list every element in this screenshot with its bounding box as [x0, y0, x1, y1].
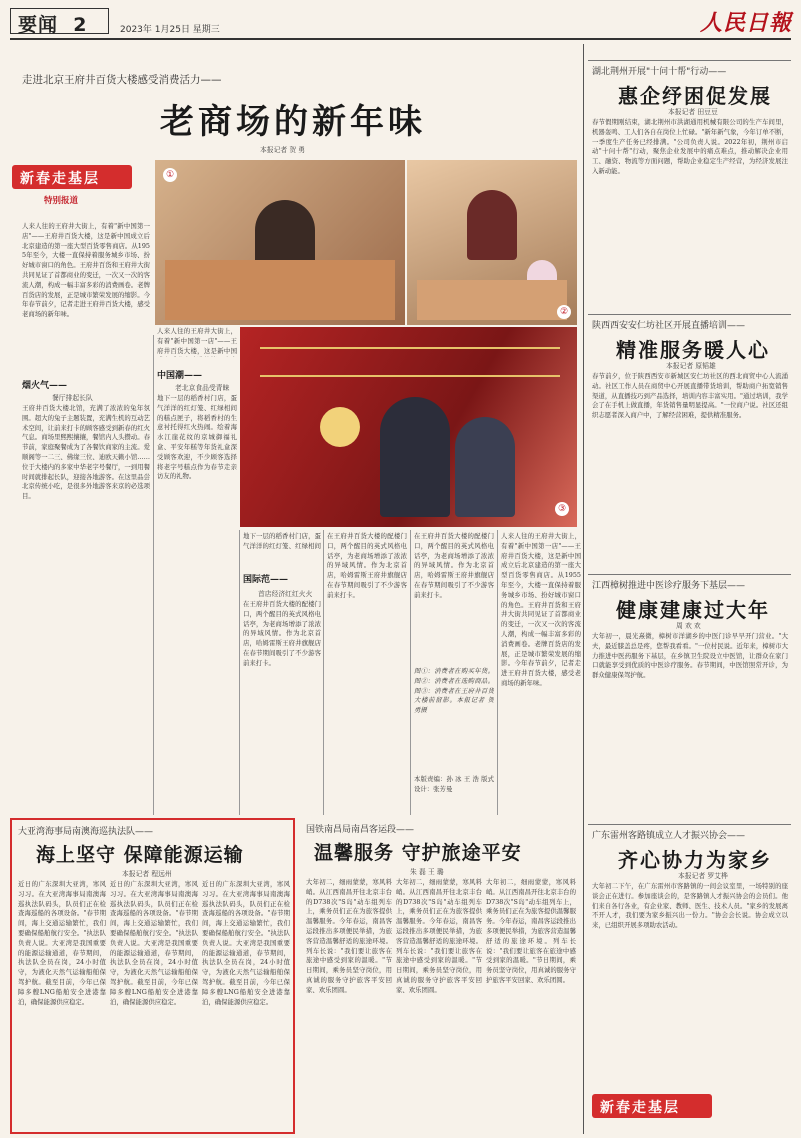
section-3-heading: 国际范——	[243, 575, 289, 585]
col-divider-5	[497, 530, 498, 815]
bottom-1-kicker: 大亚湾海事局南澳海巡执法队——	[18, 827, 154, 837]
main-divider	[583, 44, 584, 1134]
right-2-kicker: 陕西西安安仁坊社区开展直播培训——	[592, 321, 746, 331]
bottom-1-text-b: 近日的广东深圳大亚湾，寒风习习。在大亚湾海事局南澳海巡执法队码头，队员们正在检查海巡船的各项设备。"春节期间，海上交通运输繁忙，我们要确保船舶航行安全。"执法队负责人说。大亚湾是我国重要的能源运输通道，春节期间，执法队全员在岗，24小时值守，为液化天然气运输船舶保驾护航。截至目前，今年已保障多艘LNG船舶安全进港靠泊，确保能源供应稳定。	[110, 880, 198, 1006]
newspaper-logo: 人民日報	[700, 10, 793, 36]
lead-byline: 本报记者 贺 勇	[260, 146, 306, 154]
boxed-article	[10, 818, 295, 1134]
bottom-article-2	[300, 818, 580, 1134]
bottom-1-text-a: 近日的广东深圳大亚湾，寒风习习。在大亚湾海事局南澳海巡执法队码头，队员们正在检查海巡船的各项设备。"春节期间，海上交通运输繁忙，我们要确保船舶航行安全。"执法队负责人说。大亚湾是我国重要的能源运输通道，春节期间，执法队全员在岗，24小时值守，为液化天然气运输船舶保驾护航。截至目前，今年已保障多艘LNG船舶安全进港靠泊，确保能源供应稳定。	[18, 880, 106, 1006]
right-1-text: 春节假期刚结束，湖北荆州市洪湖通用机械有限公司的生产车间里，机器轰鸣、工人们各自在岗位上忙碌。"新年新气象，今年订单不断，一季度生产任务已经排满。"公司负责人说。2022年初，荆州市启动"十问十帮"行动，聚焦企业发展中的痛点难点，推动解决企业用工、融资、物流等方面问题，帮助企业稳定生产经营，为经济发展注入新动能。	[592, 118, 788, 175]
right-column	[588, 44, 791, 1134]
col-divider-2	[239, 530, 240, 815]
section-1-heading: 烟火气——	[22, 381, 68, 391]
right-4-kicker: 广东雷州客路镇成立人才振兴协会——	[592, 831, 746, 841]
section-3-end: 在王府井百货大楼的配楼门口，两个醒目的英式风格电话亭，为老商场增添了浓浓的异域风情。作为北京首店，哈姆雷斯王府井旗舰店在春节期间吸引了不少游客前来打卡。	[414, 532, 494, 599]
lead-tail: 人来人往的王府井大街上，有着"新中国第一店"——王府井百货大楼，这是新中国成立后北京建造的第一座大型百货零售商店。从1955年至今，大楼一直保持着服务城乡市场、扮好城市窗口的角色。王府井百货和王府井大街共同见证了首都商业的变迁，一次又一次的客流人潮，构成一幅丰富多彩的消费画卷。老牌百货店的发展，正是城市繁荣发展的缩影。今年春节前夕，记者走进王府井百货大楼，感受老商场的新年味。	[501, 532, 581, 687]
right-1-title: 惠企纾困促发展	[618, 84, 772, 108]
right-3-title: 健康建康过大年	[616, 598, 770, 622]
right-1-kicker: 湖北荆州开展"十问十帮"行动——	[592, 67, 727, 77]
section-2-cont: 地下一层的稻香村门店，蛋气洋洋的红灯笼、红绿相间	[243, 532, 321, 550]
section-2-text: 地下一层的稻香村门店，蛋气洋洋的红灯笼、红绿相间的糕点匣子，将稻香村的生意衬托得红火热闹。绘着海水江崖花纹的京城御福礼盒、平安年糕等年货礼盒深受顾客欢迎，不少顾客选择将老字号糕点作为春节走亲访友的礼物。	[157, 394, 237, 481]
bottom-1-byline: 本报记者 程远州	[122, 870, 172, 878]
bottom-2-text-b: 大年初二，细雨蒙蒙，寒风料峭。从江西南昌开往北京丰台的D738次"S岛"动车组列车上，乘务员们正在为旅客提供温馨服务。今年春运，南昌客运段推出多项便民举措，为旅客营造温馨舒适的旅途环境。列车长说："我们要让旅客在旅途中感受到家的温暖。"节日期间，乘务员坚守岗位，用真诚的服务守护旅客平安回家、欢乐团圆。	[396, 878, 482, 994]
bottom-2-byline: 朱 磊 王 璐	[410, 868, 444, 876]
issue-date: 2023年 1月25日 星期三	[120, 25, 220, 35]
bottom-2-text-c: 大年初二，细雨蒙蒙，寒风料峭。从江西南昌开往北京丰台的D738次"S岛"动车组列车上，乘务员们正在为旅客提供温馨服务。今年春运，南昌客运段推出多项便民举措，为旅客营造温馨舒适的旅途环境。列车长说："我们要让旅客在旅途中感受到家的温暖。"节日期间，乘务员坚守岗位，用真诚的服务守护旅客平安回家、欢乐团圆。	[486, 878, 576, 984]
series-tag	[12, 165, 132, 213]
tag-subtitle: 特别报道	[44, 196, 79, 206]
right-4-byline: 本报记者 罗艾桦	[678, 872, 728, 880]
bottom-1-text-c: 近日的广东深圳大亚湾，寒风习习。在大亚湾海事局南澳海巡执法队码头，队员们正在检查海巡船的各项设备。"春节期间，海上交通运输繁忙，我们要确保船舶航行安全。"执法队负责人说。大亚湾是我国重要的能源运输通道，春节期间，执法队全员在岗，24小时值守，为液化天然气运输船舶保驾护航。截至目前，今年已保障多艘LNG船舶安全进港靠泊，确保能源供应稳定。	[202, 880, 290, 1006]
section-1-sub: 餐厅排起长队	[52, 394, 93, 402]
editor-note: 本版责编：孙 冰 王 浩 版式设计：张芳曼	[414, 775, 494, 793]
right-3-byline: 周 欢 欢	[676, 622, 701, 630]
photo-3: ③	[240, 327, 577, 527]
section-3-text: 在王府井百货大楼的配楼门口，两个醒目的英式风格电话亭，为老商场增添了浓浓的异域风情。作为北京首店，哈姆雷斯王府井旗舰店在春节期间吸引了不少游客前来打卡。	[243, 600, 321, 667]
section-3-sub: 首店经济红红火火	[258, 590, 313, 598]
lead-title: 老商场的新年味	[160, 102, 426, 142]
lead-intro: 人来人往的王府井大街上，有着"新中国第一店"——王府井百货大楼，这是新中国成立后北京建造的第一座大型百货零售商店。从1955年至今，大楼一直保持着服务城乡市场、扮好城市窗口的角色。王府井百货和王府井大街共同见证了首都商业的变迁，一次又一次的客流人潮，构成一幅丰富多彩的消费画卷。老牌百货店的发展，正是城市繁荣发展的缩影。今年春节前夕，记者走进王府井百货大楼，感受老商场的新年味。	[22, 222, 150, 319]
header-rule	[10, 38, 791, 40]
right-3-kicker: 江西樟树推进中医诊疗服务下基层——	[592, 581, 746, 591]
photo-credit: 图①：消费者在购买年货。图②：消费者在选购商品。图③：消费者在王府井百货大楼前留影。本报记者 贺 勇摄	[414, 667, 494, 715]
bottom-1-title: 海上坚守 保障能源运输	[36, 844, 244, 866]
footer-tag	[592, 1094, 712, 1118]
right-4-text: 大年初二下午，在广东雷州市客路镇的一间会议室里，一场特别的座谈会正在进行。参加座谈会的，是客路镇人才振兴协会的会员们。他们来自各行各业，有企业家、教师、医生、技术人员。"家乡的发展离不开人才，我们要为家乡振兴出一份力。"协会会长说。协会成立以来，已组织开展多项助农活动。	[592, 882, 788, 930]
section-2-sub: 老北京食品受青睐	[175, 384, 230, 392]
bottom-2-text-a: 大年初二，细雨蒙蒙，寒风料峭。从江西南昌开往北京丰台的D738次"S岛"动车组列车上，乘务员们正在为旅客提供温馨服务。今年春运，南昌客运段推出多项便民举措，为旅客营造温馨舒适的旅途环境。列车长说："我们要让旅客在旅途中感受到家的温暖。"节日期间，乘务员坚守岗位，用真诚的服务守护旅客平安回家、欢乐团圆。	[306, 878, 392, 994]
col-divider-3	[323, 530, 324, 815]
bottom-2-kicker: 国铁南昌局南昌客运段——	[306, 825, 415, 835]
col-divider	[153, 335, 154, 815]
col-divider-4	[410, 530, 411, 815]
section-2-heading: 中国潮——	[157, 371, 203, 381]
bottom-2-title: 温馨服务 守护旅途平安	[314, 842, 522, 864]
tag-label: 新春走基层	[20, 171, 100, 187]
right-4-title: 齐心协力为家乡	[618, 848, 772, 872]
lead-kicker: 走进北京王府井百货大楼感受消费活力——	[22, 74, 222, 86]
right-2-text: 春节前夕，位于陕西西安市新城区安仁坊社区的西北商贸中心人流涌动。社区工作人员在商贸中心开展直播带货培训，帮助商户拓宽销售渠道，从直播技巧到产品选择，培训内容丰富实用。"通过培训，我学会了在手机上做直播，年货销售量明显提高。"一位商户说。社区还组织志愿者深入商户中，了解经营困难，提供精准服务。	[592, 372, 788, 420]
right-3-text: 大年初一，晨光熹微，樟树市洋湖乡的中医门诊早早开门营业。"大夫，最近膝盖总是疼，您帮我看看。"一位村民说。近年来，樟树市大力推进中医药服务下基层，在乡镇卫生院设立中医馆，让群众在家门口就能享受到优质的中医诊疗服务。春节期间，中医馆照常开诊，为群众健康保驾护航。	[592, 632, 788, 680]
masthead	[0, 0, 801, 40]
section-3-cont: 在王府井百货大楼的配楼门口，两个醒目的英式风格电话亭，为老商场增添了浓浓的异域风情。作为北京首店，哈姆雷斯王府井旗舰店在春节期间吸引了不少游客前来打卡。	[327, 532, 407, 599]
photo-1: ①	[155, 160, 405, 325]
lead-cont: 人来人往的王府井大街上，有着"新中国第一店"——王府井百货大楼，这是新中国	[157, 327, 237, 355]
photo-2: ②	[407, 160, 577, 325]
right-2-byline: 本报记者 原韬雄	[666, 362, 716, 370]
section-1-text: 王府井百货大楼北馆，充满了浓浓的兔年氛围。超大的兔子主题装置，充满生机的互动艺术空间，让前来打卡的顾客感受到新春的红火气息。商场里熙熙攘攘，餐馆内人头攒动。春节前，家庭聚餐成为了各餐饮商家的主流。爱顺阁等一二三、佛缘三位、迪欧天籁小馆……位于大楼内的多家中华老字号餐厅，一到用餐时间就排起长队，迎接各地游客。在这里品尝北京传统小吃，是很多外地游客来京的必选项目。	[22, 404, 150, 501]
section-label: 要闻 2	[18, 14, 88, 36]
footer-tag-label: 新春走基层	[600, 1100, 680, 1116]
right-2-title: 精准服务暖人心	[616, 338, 770, 362]
right-1-byline: 本报记者 田豆豆	[668, 108, 718, 116]
